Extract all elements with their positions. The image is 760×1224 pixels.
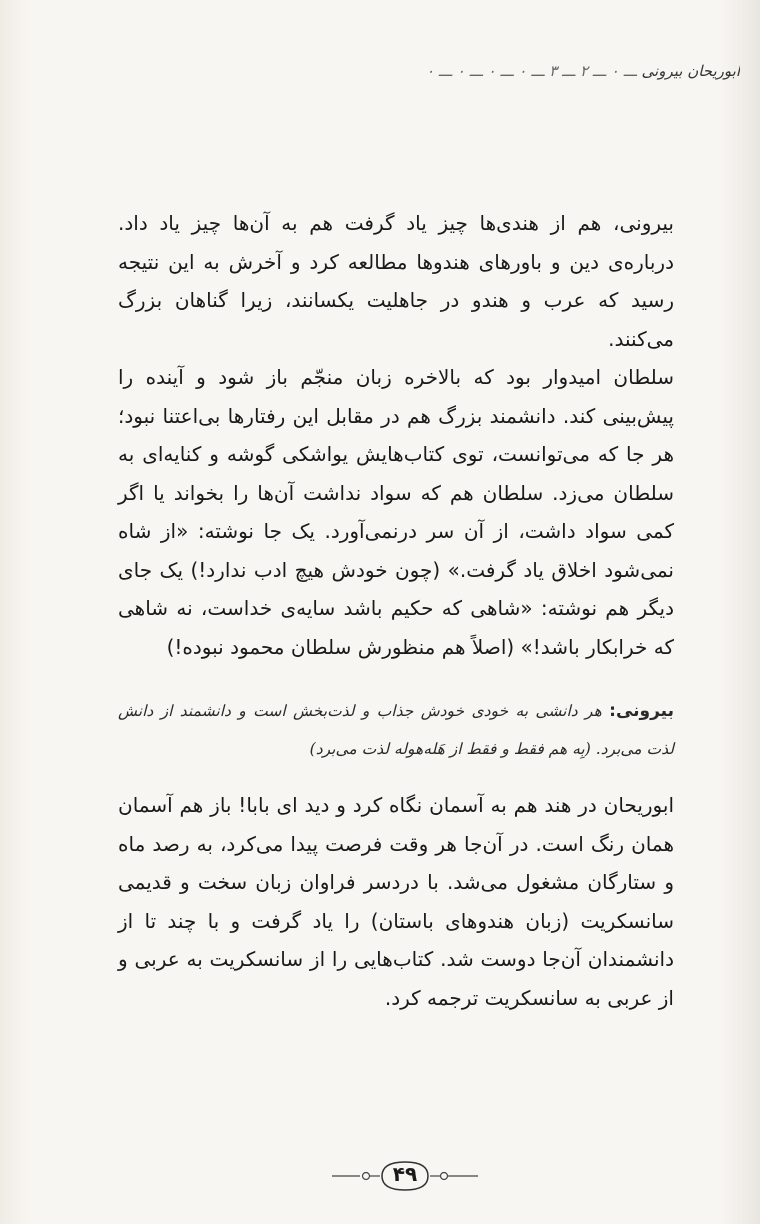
quote-speaker: بیرونی: — [609, 701, 674, 721]
page-footer — [330, 1158, 480, 1194]
page-number: ۴۹ — [392, 1162, 418, 1186]
main-text-block-2 — [118, 786, 674, 1017]
paragraph: ابوریحان در هند هم به آسمان نگاه کرد و دید ای بابا! باز هم آسمان همان رنگ است. در آن‌جا هر وقت فرصت پیدا می‌کرد، به رصد ماه و ستارگان مشغول می‌شد. با دردسر فراوان زبان سخت و قدیمی سانسکریت (زبان هندوهای باستان) را یاد گرفت و با چند تا از دانشمندان آن‌جا دوست شد. کتاب‌هایی را از سانسکریت به عربی و از عربی به سانسکریت ترجمه کرد. — [118, 793, 674, 1010]
quote-block — [118, 692, 674, 768]
paragraph: سلطان امیدوار بود که بالاخره زبان منجّم باز شود و آینده را پیش‌بینی کند. دانشمند بزرگ هم در مقابل این رفتارها بی‌اعتنا نبود؛ هر جا که می‌توانست، توی کتاب‌هایش یواشکی گوشه و کنایه‌ای به سلطان می‌زد. سلطان هم که سواد نداشت آن‌ها را بخواند یا اگر کمی سواد داشت، از آن سر درنمی‌آورد. یک جا نوشته: «از شاه نمی‌شود اخلاق یاد گرفت.» (چون خودش هیچ ادب ندارد!) یک جای دیگر هم نوشته: «شاهی که حکیم باشد سایه‌ی خداست، نه شاهی که خرابکار باشد!» (اصلاً هم منظورش سلطان محمود نبوده!) — [118, 365, 674, 659]
quote-text: هر دانشی به خودی خودش جذاب و لذت‌بخش است و دانشمند از دانش لذت می‌برد. (بِه هم فقط و فقط از هَله‌هوله لذت می‌برد) — [118, 702, 674, 758]
running-header-ornament: ـــ ۰ ـــ ۲ ـــ ۳ ـــ ۰ ـــ ۰ ـــ ۰ ـــ ۰ — [425, 62, 637, 80]
main-text-block — [118, 204, 674, 666]
running-header-title: ابوریحان بیرونی — [641, 62, 740, 80]
running-header — [0, 62, 740, 80]
paragraph: بیرونی، هم از هندی‌ها چیز یاد گرفت هم به آن‌ها چیز یاد داد. درباره‌ی دین و باورهای هندوها مطالعه کرد و آخرش به این نتیجه رسید که عرب و هندو در جاهلیت یکسانند، زیرا گناهان بزرگ می‌کنند. — [118, 211, 674, 351]
